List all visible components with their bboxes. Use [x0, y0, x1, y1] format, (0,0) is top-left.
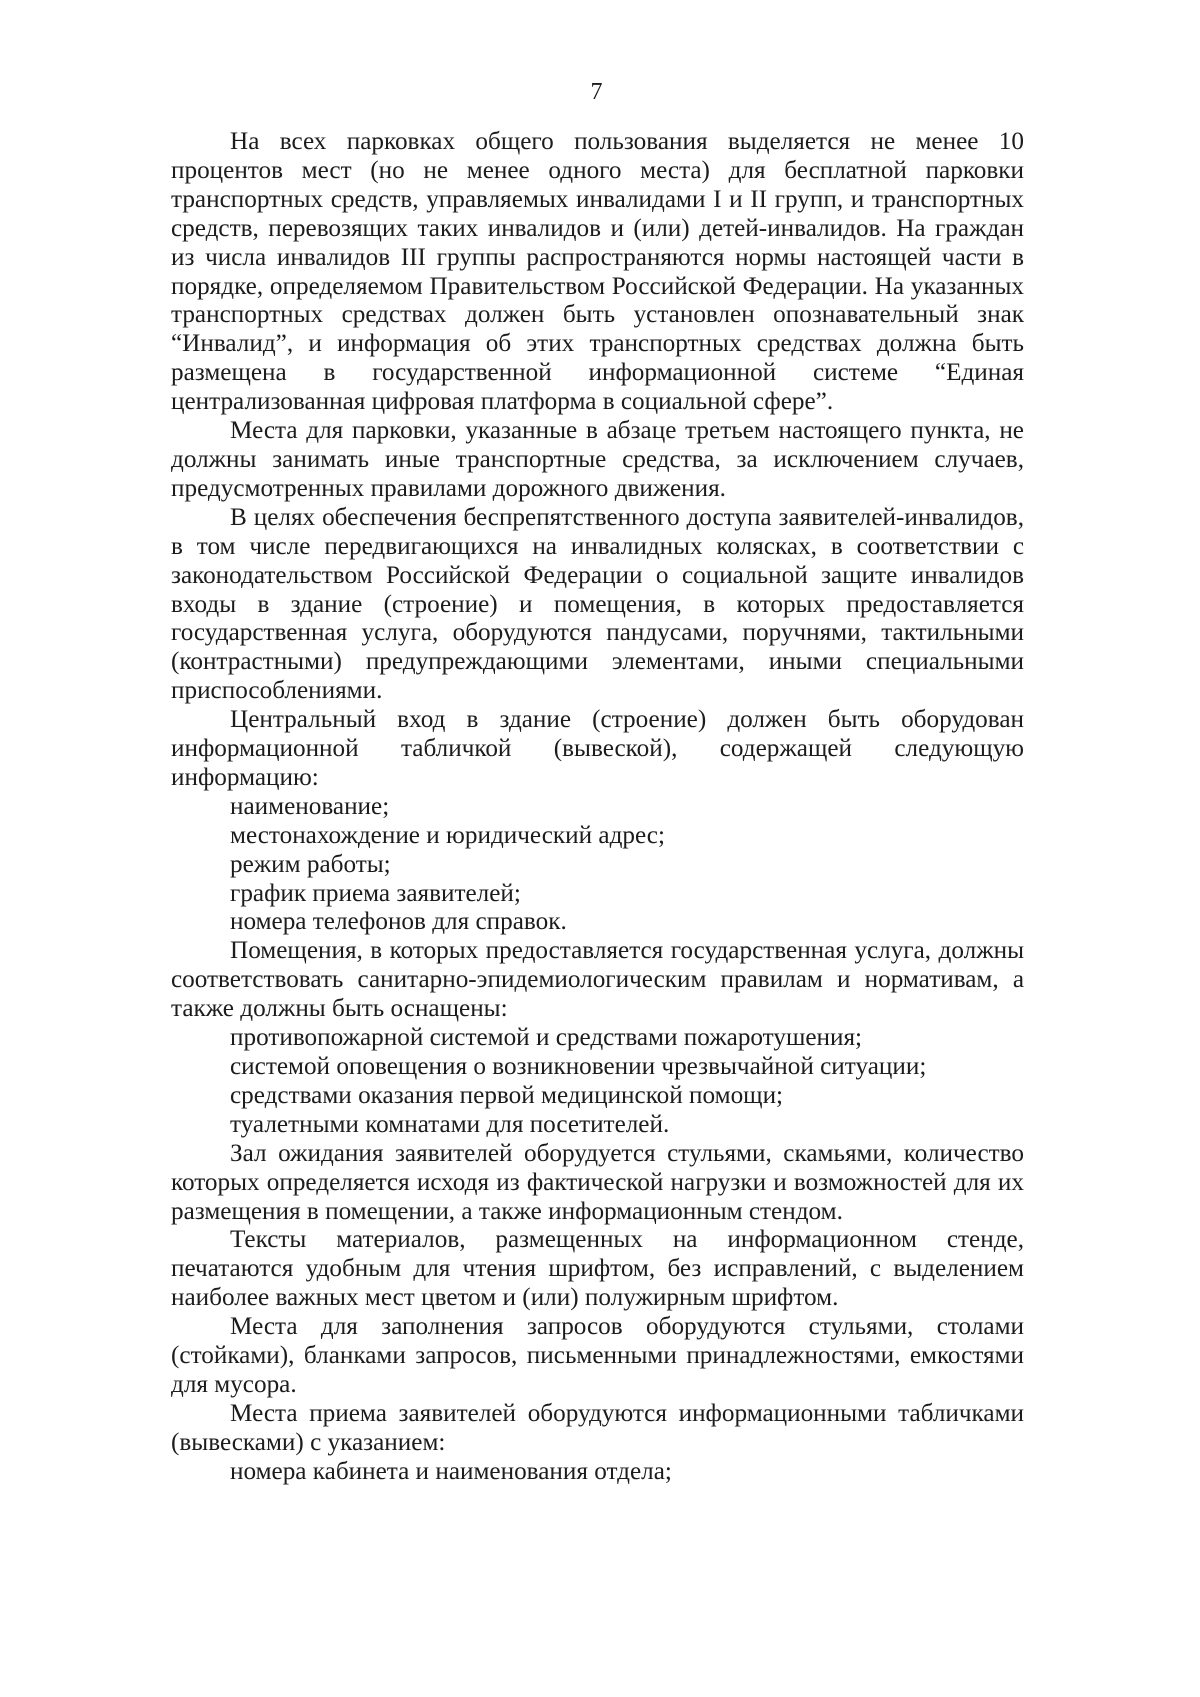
list-item: график приема заявителей;: [230, 879, 521, 907]
paragraph-reception-places: Места приема заявителей оборудуются информационными табличками (вывесками) с указанием:: [171, 1399, 1024, 1456]
paragraph-filling-places: Места для заполнения запросов оборудуются стульями, столами (стойками), бланками запросов, письменными принадлежностями, емкостями для мусора.: [171, 1313, 1024, 1398]
list-item: средствами оказания первой медицинской помощи;: [230, 1081, 784, 1109]
list-item: местонахождение и юридический адрес;: [230, 821, 665, 849]
document-body: [171, 128, 1024, 1487]
list-item: системой оповещения о возникновении чрезвычайной ситуации;: [230, 1053, 927, 1080]
list-item: режим работы;: [230, 850, 391, 878]
paragraph-premises: Помещения, в которых предоставляется государственная услуга, должны соответствовать санитарно-эпидемиологическим правилам и нормативам, а также должны быть оснащены:: [171, 937, 1024, 1023]
list-item: номера телефонов для справок.: [230, 908, 567, 936]
paragraph-parking-places: Места для парковки, указанные в абзаце третьем настоящего пункта, не должны занимать иные транспортные средства, за исключением случаев, предусмотренных правилами дорожного движения.: [171, 417, 1024, 502]
paragraph-central-entrance: Центральный вход в здание (строение) должен быть оборудован информационной табличкой (вывеской), содержащей следующую информацию:: [171, 706, 1024, 791]
paragraph-waiting-hall: Зал ожидания заявителей оборудуется стульями, скамьями, количество которых определяется исходя из фактической нагрузки и возможностей для их размещения в помещении, а также информационным стендом.: [171, 1139, 1024, 1225]
paragraph-accessibility: В целях обеспечения беспрепятственного доступа заявителей-инвалидов, в том числе передвигающихся на инвалидных колясках, в соответствии с законодательством Российской Федерации о социальной защите инвалидов входы в здание (строение) и помещения, в которых предоставляется государственная услуга, оборудуются пандусами, поручнями, тактильными (контрастными) предупреждающими элементами, иными специальными приспособлениями.: [171, 503, 1024, 705]
list-item: номера кабинета и наименования отдела;: [230, 1457, 672, 1485]
paragraph-parking: На всех парковках общего пользования выделяется не менее 10 процентов мест (но не менее одного места) для бесплатной парковки транспортных средств, управляемых инвалидами I и II групп, и транспортных средств, перевозящих таких инвалидов и (или) детей-инвалидов. На граждан из числа инвалидов III группы распространяются нормы настоящей части в порядке, определяемом Правительством Российской Федерации. На указанных транспортных средствах должен быть установлен опознавательный знак “Инвалид”, и информация об этих транспортных средствах должна быть размещена в государственной информационной системе “Единая централизованная цифровая платформа в социальной сфере”.: [171, 128, 1024, 416]
list-item: наименование;: [230, 792, 390, 820]
page-number: 7: [590, 79, 603, 105]
list-item: противопожарной системой и средствами пожаротушения;: [230, 1024, 863, 1052]
list-item: туалетными комнатами для посетителей.: [230, 1110, 670, 1138]
paragraph-texts: Тексты материалов, размещенных на информационном стенде, печатаются удобным для чтения шрифтом, без исправлений, с выделением наиболее важных мест цветом и (или) полужирным шрифтом.: [171, 1226, 1024, 1312]
